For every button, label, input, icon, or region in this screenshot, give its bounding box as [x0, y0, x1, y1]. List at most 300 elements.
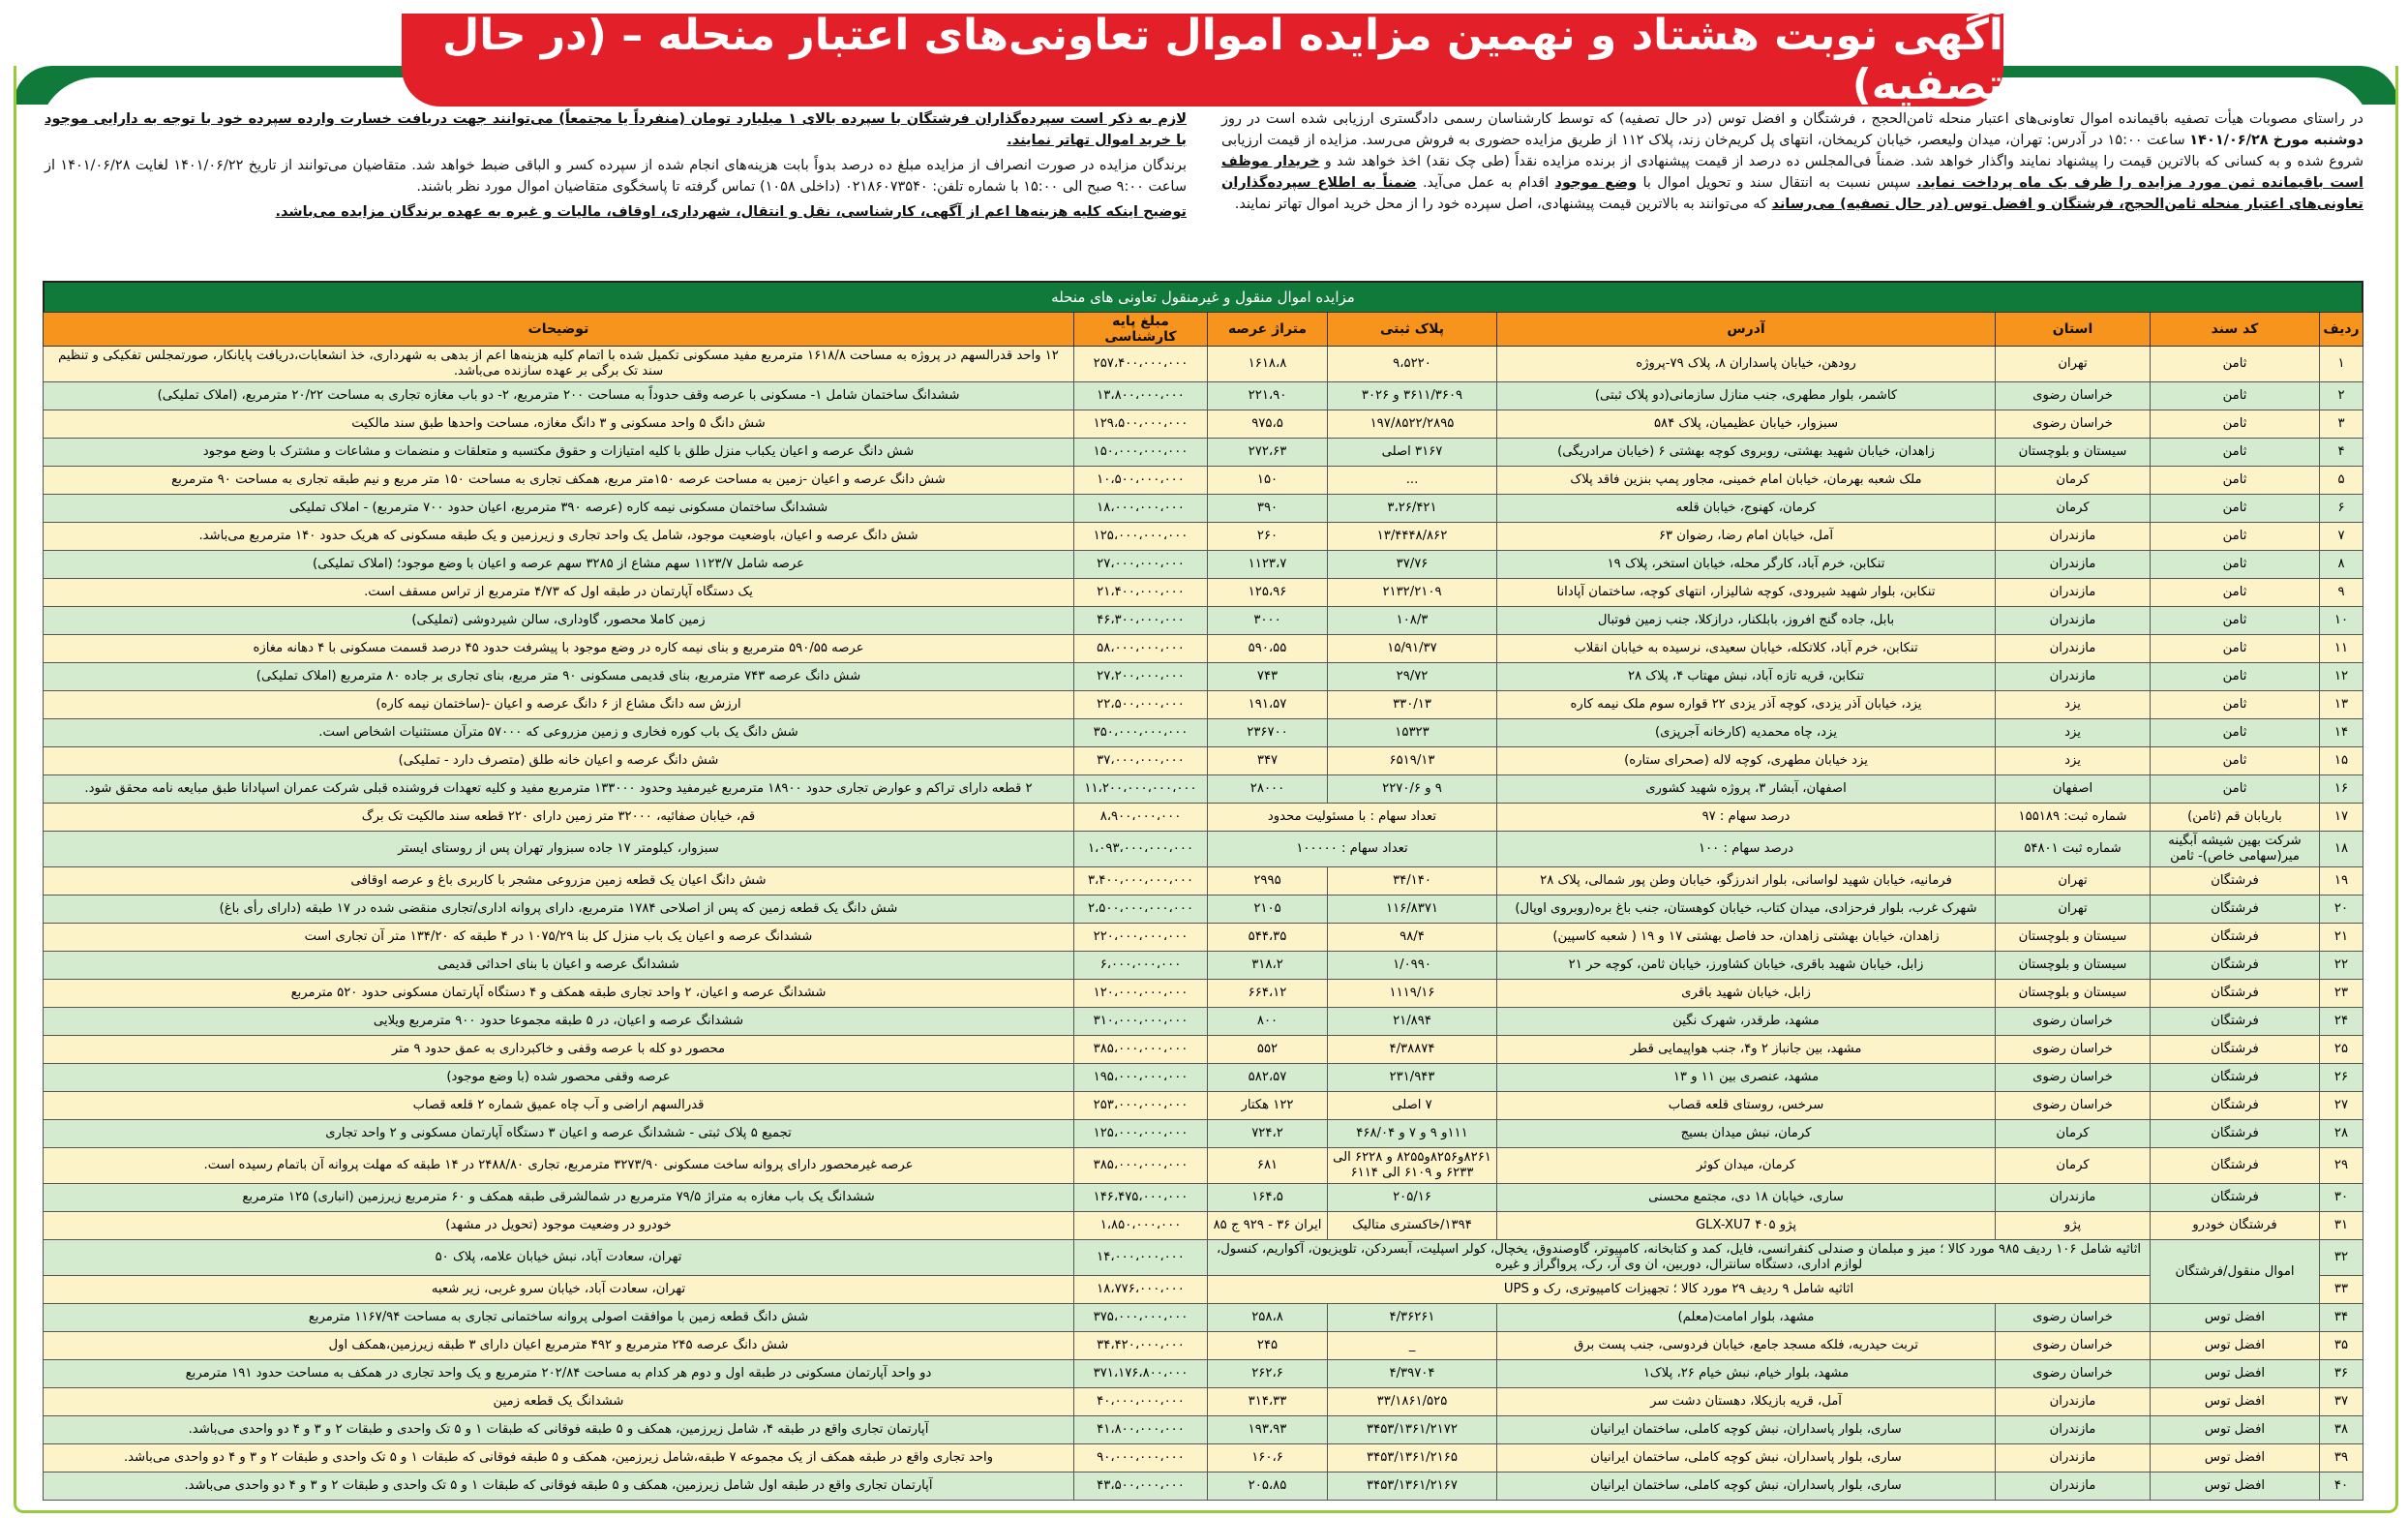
table-row	[44, 467, 2363, 495]
cell-plate: ۲۰۵/۱۶	[1328, 1184, 1497, 1212]
table-row	[44, 663, 2363, 691]
cell-province: مازندران	[1996, 607, 2151, 635]
cell-base-price: ۱۲۰،۰۰۰،۰۰۰،۰۰۰	[1074, 980, 1208, 1008]
cell-row-number: ۲۱	[2320, 924, 2363, 952]
cell-base-price: ۴۶،۳۰۰،۰۰۰،۰۰۰	[1074, 607, 1208, 635]
cell-row-number: ۲۸	[2320, 1120, 2363, 1148]
cell-row-number: ۵	[2320, 467, 2363, 495]
table-row	[44, 579, 2363, 607]
cell-row-number: ۲۳	[2320, 980, 2363, 1008]
cell-description: شش دانگ ۵ واحد مسکونی و ۳ دانگ مغازه، مساحت واحدها طبق سند مالکیت	[44, 410, 1074, 439]
cell-area: ۲۱۰۵	[1208, 896, 1328, 924]
table-row	[44, 1120, 2363, 1148]
cell-address: درصد سهام : ۱۰۰	[1497, 832, 1996, 867]
auction-table	[43, 312, 2363, 1501]
cell-doc-code: ثامن	[2151, 691, 2320, 719]
intro-text: ساعت ۱۵:۰۰ در آدرس: تهران، میدان ولیعصر، خیابان کریمخان، انتهای پل کریم‌خان زند، پلاک ۱۱۲ از طریق مزایده حضوری به فروش می‌رسد. مزایده از قیمت ارزیابی شروع شده و به کسانی که بالاترین قیمت را پیشنهاد نمایند واگذار خواهد شد. ضمناً فی‌المجلس ده درصد از قیمت پیشنهادی از برنده مزایده نقداً (طی چک نقد) اخذ خواهد شد و	[1221, 133, 2363, 169]
table-section-title: مزایده اموال منقول و غیرمنقول تعاونی های منحله	[43, 281, 2363, 312]
intro-right	[1221, 108, 2363, 219]
cell-base-price: ۸،۹۰۰،۰۰۰،۰۰۰	[1074, 804, 1208, 832]
cell-description: شش دانگ اعیان یک قطعه زمین مزروعی مشجر با کاربری باغ و عرصه اوقافی	[44, 867, 1074, 896]
cell-doc-code: اموال منقول/فرشتگان	[2151, 1240, 2320, 1304]
payment-note: خریدار موظف است باقیمانده ثمن مورد مزایده را ظرف یک ماه پرداخت نماید.	[1221, 154, 2363, 191]
auction-date: دوشنبه مورخ ۱۴۰۱/۰۶/۲۸	[2189, 133, 2363, 148]
cell-doc-code: فرشتگان	[2151, 1120, 2320, 1148]
cell-base-price: ۴۰،۰۰۰،۰۰۰،۰۰۰	[1074, 1388, 1208, 1416]
cell-base-price: ۱۱،۲۰۰،۰۰۰،۰۰۰،۰۰۰	[1074, 775, 1208, 804]
cell-plate: ۱۱۶/۸۳۷۱	[1328, 896, 1497, 924]
cell-address: مشهد، بلوار امامت(معلم)	[1497, 1304, 1996, 1332]
table-row	[44, 832, 2363, 867]
cell-row-number: ۳۸	[2320, 1416, 2363, 1444]
cell-address: فرمانیه، خیابان شهید لواسانی، بلوار اندرزگو، خیابان وطن پور شمالی، پلاک ۲۸	[1497, 867, 1996, 896]
cell-description: ششدانگ عرصه و اعیان با بنای احداثی قدیمی	[44, 952, 1074, 980]
cell-description: آپارتمان تجاری واقع در طبقه ۴، شامل زیرزمین، همکف و ۵ طبقه فوقانی که طبقات ۱ و ۵ تک واحدی و طبقات ۲ و ۳ و ۴ دو واحدی می‌باشد.	[44, 1416, 1074, 1444]
cell-description: قدرالسهم اراضی و آب چاه عمیق شماره ۲ قلعه قصاب	[44, 1092, 1074, 1120]
cell-plate: ۱۵۳۲۳	[1328, 719, 1497, 747]
cell-province: خراسان رضوی	[1996, 1332, 2151, 1360]
cell-province: تهران	[1996, 896, 2151, 924]
cell-province: سیستان و بلوچستان	[1996, 980, 2151, 1008]
cell-province: خراسان رضوی	[1996, 410, 2151, 439]
cell-address: کاشمر، بلوار مطهری، جنب منازل سازمانی(دو پلاک ثبتی)	[1497, 382, 1996, 410]
cell-base-price: ۵۸،۰۰۰،۰۰۰،۰۰۰	[1074, 635, 1208, 663]
cell-row-number: ۳۵	[2320, 1332, 2363, 1360]
cell-description: ششدانگ عرصه و اعیان، ۲ واحد تجاری طبقه همکف و ۴ دستگاه آپارتمان مسکونی حدود ۵۲۰ مترمربع	[44, 980, 1074, 1008]
cell-row-number: ۳۴	[2320, 1304, 2363, 1332]
cell-row-number: ۱۴	[2320, 719, 2363, 747]
table-row	[44, 347, 2363, 382]
cell-address: مشهد، بین جانباز ۲ و۴، جنب هواپیمایی قطر	[1497, 1036, 1996, 1064]
cell-base-price: ۱۸،۰۰۰،۰۰۰،۰۰۰	[1074, 495, 1208, 523]
cell-base-price: ۹۰،۰۰۰،۰۰۰،۰۰۰	[1074, 1444, 1208, 1472]
table-body	[44, 347, 2363, 1501]
cell-area: ۱۱۲۳،۷	[1208, 551, 1328, 579]
cell-base-price: ۲۵۷،۴۰۰،۰۰۰،۰۰۰	[1074, 347, 1208, 382]
cell-address: پژو ۴۰۵ GLX-XU7	[1497, 1212, 1996, 1240]
cell-row-number: ۲۷	[2320, 1092, 2363, 1120]
cell-province: کرمان	[1996, 1120, 2151, 1148]
cell-row-number: ۲۵	[2320, 1036, 2363, 1064]
cell-area: ۱۶۰،۶	[1208, 1444, 1328, 1472]
table-row	[44, 439, 2363, 467]
cell-row-number: ۱	[2320, 347, 2363, 382]
table-row	[44, 1148, 2363, 1184]
cell-province: اثاثیه شامل ۱۰۶ ردیف ۹۸۵ مورد کالا ؛ میز و مبلمان و صندلی کنفرانسی، فایل، کمد و کتابخانه، کامپیوتر، گاوصندوق، یخچال، کولر اسپلیت، آبسردکن، تلویزیون، آکواریم، کنسول، لوازم اداری، دستگاه سانترال، دوربین، ان وی آر، رک، پرواگراز و غیره	[1208, 1240, 2151, 1276]
cell-area: ۱۹۳،۹۳	[1208, 1416, 1328, 1444]
cell-doc-code: افضل توس	[2151, 1332, 2320, 1360]
cell-doc-code: ثامن	[2151, 439, 2320, 467]
cell-doc-code: فرشتگان	[2151, 952, 2320, 980]
cell-plate: ۳۳۰/۱۳	[1328, 691, 1497, 719]
cell-doc-code: ثامن	[2151, 523, 2320, 551]
cell-plate: ۳۳/۱۸۶۱/۵۲۵	[1328, 1388, 1497, 1416]
cell-base-price: ۲۱،۴۰۰،۰۰۰،۰۰۰	[1074, 579, 1208, 607]
cell-base-price: ۳۵۰،۰۰۰،۰۰۰،۰۰۰	[1074, 719, 1208, 747]
cell-plate: ۱۳۹۴/خاکستری متالیک	[1328, 1212, 1497, 1240]
table-row	[44, 382, 2363, 410]
header-row-number: ردیف	[2320, 313, 2363, 347]
table-row	[44, 1064, 2363, 1092]
cell-doc-code: فرشتگان	[2151, 924, 2320, 952]
depositor-offset-note: لازم به ذکر است سپرده‌گذاران فرشتگان با سپرده بالای ۱ میلیارد تومان (منفرداً یا مجتمعاً) می‌توانند جهت دریافت خسارت وارده سپرده خود با توجه به دارایی موجود با خرید اموال تهاتر نمایند.	[45, 111, 1187, 148]
table-row	[44, 1472, 2363, 1501]
cell-description: تهران، سعادت آباد، خیابان سرو غربی، زیر شعبه	[44, 1276, 1074, 1304]
cell-address: رودهن، خیابان پاسداران ۸، پلاک ۷۹-پروژه	[1497, 347, 1996, 382]
cell-base-price: ۲۷،۲۰۰،۰۰۰،۰۰۰	[1074, 663, 1208, 691]
header-area: متراژ عرصه	[1208, 313, 1328, 347]
cell-address: زاهدان، خیابان بهشتی زاهدان، حد فاصل بهشتی ۱۷ و ۱۹ ( شعبه کاسپین)	[1497, 924, 1996, 952]
cell-row-number: ۳۱	[2320, 1212, 2363, 1240]
cell-row-number: ۱۷	[2320, 804, 2363, 832]
cell-doc-code: افضل توس	[2151, 1444, 2320, 1472]
cell-area: ۳۱۸،۲	[1208, 952, 1328, 980]
table-row	[44, 775, 2363, 804]
cell-plate: ۷ اصلی	[1328, 1092, 1497, 1120]
page-title: آگهی نوبت هشتاد و نهمین مزایده اموال تعاونی‌های اعتبار منحله – (در حال تصفیه)	[442, 11, 2003, 109]
cell-province: خراسان رضوی	[1996, 1064, 2151, 1092]
cell-row-number: ۱۵	[2320, 747, 2363, 775]
cell-description: محصور دو کله با عرصه وقفی و خاکبرداری به عمق حدود ۹ متر	[44, 1036, 1074, 1064]
cell-row-number: ۳۲	[2320, 1240, 2363, 1276]
cell-province: یزد	[1996, 691, 2151, 719]
cell-address: تنکابن، خرم آباد، کلاتکله، خیابان سعیدی، نرسیده به خیابان انقلاب	[1497, 635, 1996, 663]
cell-doc-code: ثامن	[2151, 551, 2320, 579]
cell-row-number: ۴۰	[2320, 1472, 2363, 1501]
cell-base-price: ۳،۴۰۰،۰۰۰،۰۰۰،۰۰۰	[1074, 867, 1208, 896]
cell-address: ساری، بلوار پاسداران، نبش کوچه کاملی، ساختمان ایرانیان	[1497, 1472, 1996, 1501]
table-row	[44, 924, 2363, 952]
cell-province: سیستان و بلوچستان	[1996, 439, 2151, 467]
cell-province: کرمان	[1996, 467, 2151, 495]
cell-area: ۳۴۷	[1208, 747, 1328, 775]
cell-area: ۲۳۶۷۰۰	[1208, 719, 1328, 747]
cell-description: شش دانگ قطعه زمین با موافقت اصولی پروانه ساختمانی تجاری به مساحت ۱۱۶۷/۹۴ مترمربع	[44, 1304, 1074, 1332]
cell-address: ساری، خیابان ۱۸ دی، مجتمع محسنی	[1497, 1184, 1996, 1212]
cell-doc-code: باریابان قم (ثامن)	[2151, 804, 2320, 832]
cell-base-price: ۳۴،۴۲۰،۰۰۰،۰۰۰	[1074, 1332, 1208, 1360]
cell-description: شش دانگ عرصه و اعیان یکباب منزل طلق با کلیه امتیازات و حقوق مکتسبه و متعلقات و منضمات و مشاعات و مشترک با وضع موجود	[44, 439, 1074, 467]
depositors-note: ضمناً به اطلاع سپرده‌گذاران تعاونی‌های اعتبار منحله ثامن‌الحجج، فرشتگان و افضل توس (در حال تصفیه) می‌رساند	[1221, 175, 2363, 212]
table-row	[44, 804, 2363, 832]
cell-description: ششدانگ ساختمان مسکونی نیمه کاره (عرصه ۳۹۰ مترمربع، اعیان حدود ۷۰۰ مترمربع) - املاک تملیکی	[44, 495, 1074, 523]
table-row	[44, 1444, 2363, 1472]
cell-base-price: ۳۷۵،۰۰۰،۰۰۰،۰۰۰	[1074, 1304, 1208, 1332]
cell-plate: ۳۴۵۳/۱۳۶۱/۲۱۷۲	[1328, 1416, 1497, 1444]
cell-plate: ۹ و ۲۲۷۰/۶	[1328, 775, 1497, 804]
table-header-row	[44, 313, 2363, 347]
condition-note: وضع موجود	[1554, 175, 1638, 191]
cell-description: ششدانگ عرصه و اعیان یک باب منزل کل بنا ۱۰۷۵/۲۹ در ۴ طبقه که ۱۳۴/۲۰ متر آن تجاری است	[44, 924, 1074, 952]
cell-description: خودرو در وضعیت موجود (تحویل در مشهد)	[44, 1212, 1074, 1240]
cell-plate: ۱۱۱و ۹ و ۷ و ۴۶۸/۰۴	[1328, 1120, 1497, 1148]
cell-description: عرصه غیرمحصور دارای پروانه ساخت مسکونی ۳۲۷۳/۹۰ مترمربع، تجاری ۲۴۸۸/۸۰ در ۱۴ طبقه که مهلت پروانه آن باتمام رسیده است.	[44, 1148, 1074, 1184]
cell-doc-code: فرشتگان	[2151, 1148, 2320, 1184]
header-base-price: مبلغ پایه کارشناسی	[1074, 313, 1208, 347]
cell-doc-code: ثامن	[2151, 663, 2320, 691]
cell-province: یزد	[1996, 747, 2151, 775]
cell-area: ۲۶۲،۶	[1208, 1360, 1328, 1388]
table-row	[44, 410, 2363, 439]
cell-row-number: ۲۹	[2320, 1148, 2363, 1184]
cell-province: مازندران	[1996, 663, 2151, 691]
cell-description: شش دانگ عرصه ۷۴۳ مترمربع، بنای قدیمی مسکونی ۹۰ متر مربع، بنای تجاری بر جاده ۸۰ مترمربع (املاک تملیکی)	[44, 663, 1074, 691]
cell-area: ۳۰۰۰	[1208, 607, 1328, 635]
cell-base-price: ۱۳،۸۰۰،۰۰۰،۰۰۰	[1074, 382, 1208, 410]
cell-address: کرمان، میدان کوثر	[1497, 1148, 1996, 1184]
cell-base-price: ۱،۸۵۰،۰۰۰،۰۰۰	[1074, 1212, 1208, 1240]
cell-area: ۵۹۰،۵۵	[1208, 635, 1328, 663]
cell-area: ۲۷۲،۶۳	[1208, 439, 1328, 467]
cell-address: زاهدان، خیابان شهید بهشتی، روبروی کوچه بهشتی ۶ (خیابان مرادریگی)	[1497, 439, 1996, 467]
cell-doc-code: فرشتگان خودرو	[2151, 1212, 2320, 1240]
cell-area: ۲۰۵،۸۵	[1208, 1472, 1328, 1501]
cell-address: شهرک غرب، بلوار فرحزادی، میدان کتاب، خیابان کوهستان، جنب باغ بره(روبروی اوپال)	[1497, 896, 1996, 924]
cell-base-price: ۲،۵۰۰،۰۰۰،۰۰۰،۰۰۰	[1074, 896, 1208, 924]
cell-row-number: ۷	[2320, 523, 2363, 551]
table-row	[44, 1240, 2363, 1276]
cell-row-number: ۴	[2320, 439, 2363, 467]
cell-doc-code: افضل توس	[2151, 1304, 2320, 1332]
cell-province: خراسان رضوی	[1996, 1304, 2151, 1332]
table-row	[44, 719, 2363, 747]
cell-plate: ۲۹/۷۲	[1328, 663, 1497, 691]
cell-row-number: ۱۲	[2320, 663, 2363, 691]
cell-plate: _	[1328, 1332, 1497, 1360]
cell-description: شش دانگ یک باب کوره فخاری و زمین مزروعی که ۵۷۰۰۰ مترآن مستثنیات اشخاص است.	[44, 719, 1074, 747]
title-banner	[402, 11, 2003, 109]
cell-province: شماره ثبت ۵۴۸۰۱	[1996, 832, 2151, 867]
cell-description: شش دانگ یک قطعه زمین که پس از اصلاحی ۱۷۸۴ مترمربع، دارای پروانه اداری/تجاری منقضی شده در ۱۷ طبقه (دارای رأی باغ)	[44, 896, 1074, 924]
cell-area: ۱۶۴،۵	[1208, 1184, 1328, 1212]
cell-row-number: ۳۳	[2320, 1276, 2363, 1304]
cell-address: درصد سهام : ۹۷	[1497, 804, 1996, 832]
cell-doc-code: ثامن	[2151, 747, 2320, 775]
cell-base-price: ۳۷۱،۱۷۶،۸۰۰،۰۰۰	[1074, 1360, 1208, 1388]
cell-plate: ۱/۰۹۹۰	[1328, 952, 1497, 980]
cell-base-price: ۲۲۰،۰۰۰،۰۰۰،۰۰۰	[1074, 924, 1208, 952]
cell-doc-code: ثامن	[2151, 495, 2320, 523]
cell-address: تنکابن، خرم آباد، کارگر محله، خیابان استخر، پلاک ۱۹	[1497, 551, 1996, 579]
cell-area: ۶۶۴،۱۲	[1208, 980, 1328, 1008]
cell-plate: ۸۲۶۱و۸۲۵۶و۸۲۵۵ و ۶۲۲۸ الی ۶۲۳۳ و ۶۱۰۹ الی ۶۱۱۴	[1328, 1148, 1497, 1184]
cell-base-price: ۱۵۰،۰۰۰،۰۰۰،۰۰۰	[1074, 439, 1208, 467]
cell-base-price: ۱۴۶،۴۷۵،۰۰۰،۰۰۰	[1074, 1184, 1208, 1212]
table-row	[44, 607, 2363, 635]
cell-plate: ...	[1328, 467, 1497, 495]
cell-address: سرخس، روستای قلعه قصاب	[1497, 1092, 1996, 1120]
cell-plate: ۳۱۶۷ اصلی	[1328, 439, 1497, 467]
cell-doc-code: ثامن	[2151, 579, 2320, 607]
table-row	[44, 1184, 2363, 1212]
cell-address: ملک شعبه بهرمان، خیابان امام خمینی، مجاور پمپ بنزین فاقد پلاک	[1497, 467, 1996, 495]
cell-description: ۱۲ واحد قدرالسهم در پروژه به مساحت ۱۶۱۸/۸ مترمربع مفید مسکونی تکمیل شده با اتمام کلیه هزینه‌ها اعم از بدهی به شهرداری، خذ انشعابات،دریافت پایانکار، صورتمجلس تفکیکی و تنظیم سند تک برگی بر عهده سازنده می‌باشد.	[44, 347, 1074, 382]
cell-doc-code: ثامن	[2151, 719, 2320, 747]
cell-row-number: ۳۰	[2320, 1184, 2363, 1212]
cell-description: ششدانگ ساختمان شامل ۱- مسکونی با عرصه وقف حدوداً به مساحت ۲۰۰ مترمربع، ۲- دو باب مغازه تجاری به مساحت ۲۰/۲۲ مترمربع، (املاک تملیکی)	[44, 382, 1074, 410]
cell-province: مازندران	[1996, 551, 2151, 579]
cell-plate: ۱۵/۹۱/۳۷	[1328, 635, 1497, 663]
cell-plate: ۴/۳۸۸۷۴	[1328, 1036, 1497, 1064]
cell-province: مازندران	[1996, 1388, 2151, 1416]
cell-plate: ۲۳۱/۹۴۳	[1328, 1064, 1497, 1092]
intro-left	[45, 108, 1187, 227]
cell-province: مازندران	[1996, 1444, 2151, 1472]
table-row	[44, 635, 2363, 663]
cell-description: واحد تجاری واقع در طبقه همکف از یک مجموعه ۷ طبقه،شامل زیرزمین، همکف و ۵ طبقه فوقانی که طبقات ۱ و ۵ تک واحدی و طبقات ۲ و ۳ و ۴ دو واحدی می‌باشد.	[44, 1444, 1074, 1472]
cell-base-price: ۱۰،۵۰۰،۰۰۰،۰۰۰	[1074, 467, 1208, 495]
table-row	[44, 691, 2363, 719]
cell-description: تجمیع ۵ پلاک ثبتی - ششدانگ عرصه و اعیان ۳ دستگاه آپارتمان مسکونی و ۲ واحد تجاری	[44, 1120, 1074, 1148]
cell-address: یزد، چاه محمدیه (کارخانه آجرپزی)	[1497, 719, 1996, 747]
cell-base-price: ۳۸۵،۰۰۰،۰۰۰،۰۰۰	[1074, 1036, 1208, 1064]
cell-doc-code: ثامن	[2151, 635, 2320, 663]
cell-plate: ۳۴/۱۴۰	[1328, 867, 1497, 896]
table-row	[44, 551, 2363, 579]
cell-address: زابل، خیابان شهید باقری، خیابان کشاورز، خیابان ثامن، کوچه حر ۲۱	[1497, 952, 1996, 980]
table-row	[44, 1360, 2363, 1388]
cell-base-price: ۳۷،۰۰۰،۰۰۰،۰۰۰	[1074, 747, 1208, 775]
table-row	[44, 952, 2363, 980]
cell-description: ارزش سه دانگ مشاع از ۶ دانگ عرصه و اعیان -(ساختمان نیمه کاره)	[44, 691, 1074, 719]
cell-description: ششدانگ یک باب مغازه به متراژ ۷۹/۵ مترمربع در شمالشرقی طبقه همکف و ۶۰ مترمربع زیرزمین (انباری) ۱۲۵ مترمربع	[44, 1184, 1074, 1212]
cell-address: تنکابن، بلوار شهید شیرودی، کوچه شالیزار، انتهای کوچه، ساختمان آپادانا	[1497, 579, 1996, 607]
header-address: آدرس	[1497, 313, 1996, 347]
cell-plate: ۴/۳۶۲۶۱	[1328, 1304, 1497, 1332]
cell-province: یزد	[1996, 719, 2151, 747]
cell-row-number: ۸	[2320, 551, 2363, 579]
cell-province: تهران	[1996, 867, 2151, 896]
cell-address: سبزوار، خیابان عظیمیان، پلاک ۵۸۴	[1497, 410, 1996, 439]
cell-area: ۵۴۴،۳۵	[1208, 924, 1328, 952]
cell-base-price: ۱۲۵،۰۰۰،۰۰۰،۰۰۰	[1074, 1120, 1208, 1148]
cell-province: مازندران	[1996, 1416, 2151, 1444]
cell-plate: ۱۹۷/۸۵۲۲/۲۸۹۵	[1328, 410, 1497, 439]
cell-base-price: ۲۷،۰۰۰،۰۰۰،۰۰۰	[1074, 551, 1208, 579]
header-doc-code: کد سند	[2151, 313, 2320, 347]
cell-area: ۶۸۱	[1208, 1148, 1328, 1184]
table-row	[44, 1092, 2363, 1120]
cell-plate: ۲۱/۸۹۴	[1328, 1008, 1497, 1036]
cell-address: یزد، خیابان آذر یزدی، کوچه آذر یزدی ۲۲ قواره سوم ملک نیمه کاره	[1497, 691, 1996, 719]
cell-row-number: ۲۶	[2320, 1064, 2363, 1092]
cell-doc-code: ثامن	[2151, 410, 2320, 439]
cell-address: یزد خیابان مطهری، کوچه لاله (صحرای ستاره)	[1497, 747, 1996, 775]
cell-address: آمل، قریه بازیکلا، دهستان دشت سر	[1497, 1388, 1996, 1416]
cell-row-number: ۲۰	[2320, 896, 2363, 924]
table-row	[44, 1036, 2363, 1064]
cell-address: تنکابن، قریه تازه آباد، نبش مهتاب ۴، پلاک ۲۸	[1497, 663, 1996, 691]
cell-area: ۲۴۵	[1208, 1332, 1328, 1360]
table-row	[44, 867, 2363, 896]
cell-plate: ۳۷/۷۶	[1328, 551, 1497, 579]
cell-row-number: ۱۱	[2320, 635, 2363, 663]
cell-area: ۲۹۹۵	[1208, 867, 1328, 896]
cell-base-price: ۳۸۵،۰۰۰،۰۰۰،۰۰۰	[1074, 1148, 1208, 1184]
table-row	[44, 1388, 2363, 1416]
cell-row-number: ۲۲	[2320, 952, 2363, 980]
cell-base-price: ۱۸،۷۷۶،۰۰۰،۰۰۰	[1074, 1276, 1208, 1304]
cell-province: خراسان رضوی	[1996, 382, 2151, 410]
header-description: توضیحات	[44, 313, 1074, 347]
cell-province: شماره ثبت: ۱۵۵۱۸۹	[1996, 804, 2151, 832]
table-row	[44, 1332, 2363, 1360]
intro-right-paragraph	[1221, 108, 2363, 215]
cell-row-number: ۳۶	[2320, 1360, 2363, 1388]
cell-area: ۲۵۸،۸	[1208, 1304, 1328, 1332]
cell-description: دو واحد آپارتمان مسکونی در طبقه اول و دوم هر کدام به مساحت ۲۰۲/۸۴ مترمربع و یک واحد تجاری در همکف به مساحت حدود ۱۹۱ مترمربع	[44, 1360, 1074, 1388]
cell-area: ۸۰۰	[1208, 1008, 1328, 1036]
cell-area: ۳۱۴،۳۳	[1208, 1388, 1328, 1416]
table-row	[44, 1212, 2363, 1240]
cell-doc-code: فرشتگان	[2151, 1064, 2320, 1092]
cell-plate: ۱۳/۴۴۴۸/۸۶۲	[1328, 523, 1497, 551]
cell-area: ۱۹۱،۵۷	[1208, 691, 1328, 719]
cell-address: مشهد، طرقدر، شهرک نگین	[1497, 1008, 1996, 1036]
cell-description: شش دانگ عرصه و اعیان خانه طلق (متصرف دارد - تملیکی)	[44, 747, 1074, 775]
cell-address: کرمان، کهنوج، خیابان قلعه	[1497, 495, 1996, 523]
cell-address: تربت حیدریه، فلکه مسجد جامع، خیابان فردوسی، جنب پست برق	[1497, 1332, 1996, 1360]
cell-plate: ۳۶۱۱/۳۶۰۹ و ۳۰۲۶	[1328, 382, 1497, 410]
cell-doc-code: فرشتگان	[2151, 980, 2320, 1008]
table-row	[44, 896, 2363, 924]
cell-province: مازندران	[1996, 635, 2151, 663]
cell-doc-code: ثامن	[2151, 347, 2320, 382]
cell-province: مازندران	[1996, 1184, 2151, 1212]
cell-description: تهران، سعادت آباد، نبش خیابان علامه، پلاک ۵۰	[44, 1240, 1074, 1276]
cell-base-price: ۱۴،۰۰۰،۰۰۰،۰۰۰	[1074, 1240, 1208, 1276]
cell-description: ششدانگ یک قطعه زمین	[44, 1388, 1074, 1416]
cell-doc-code: فرشتگان	[2151, 1008, 2320, 1036]
withdrawal-contact-note: برندگان مزایده در صورت انصراف از مزایده مبلغ ده درصد بدواً بابت هزینه‌های انجام شده از سپرده کسر و الباقی ضبط خواهد شد. متقاضیان می‌توانند از تاریخ ۱۴۰۱/۰۶/۲۲ لغایت ۱۴۰۱/۰۶/۲۸ از ساعت ۹:۰۰ صبح الی ۱۵:۰۰ با شماره تلفن: ۰۲۱۸۶۰۷۳۵۴۰ (داخلی ۱۰۵۸) تماس گرفته تا پاسخگوی متقاضیان اموال مورد نظر باشند.	[45, 158, 1188, 195]
cell-doc-code: ثامن	[2151, 467, 2320, 495]
cell-province: تهران	[1996, 347, 2151, 382]
cell-plate: ۳۴۵۳/۱۳۶۱/۲۱۶۵	[1328, 1444, 1497, 1472]
cell-description: عرصه ۵۹۰/۵۵ مترمربع و بنای نیمه کاره در وضع موجود با پیشرفت حدود ۴۵ درصد قسمت مسکونی با ۴ دهانه مغازه	[44, 635, 1074, 663]
cell-area: ۲۸۰۰۰	[1208, 775, 1328, 804]
cell-area: ۲۲۱،۹۰	[1208, 382, 1328, 410]
cell-province: اصفهان	[1996, 775, 2151, 804]
cell-province: کرمان	[1996, 495, 2151, 523]
cell-doc-code: ثامن	[2151, 382, 2320, 410]
cell-base-price: ۴۱،۸۰۰،۰۰۰،۰۰۰	[1074, 1416, 1208, 1444]
table-row	[44, 1416, 2363, 1444]
cell-row-number: ۳۷	[2320, 1388, 2363, 1416]
cell-description: ۲ قطعه دارای تراکم و عوارض تجاری حدود ۱۸۹۰۰ مترمربع غیرمفید وحدود ۱۳۳۰۰۰ مترمربع مفید و کلیه تعهدات فروشنده قبلی شرکت عمران اسپادانا طبق مبایعه نامه محقق شود.	[44, 775, 1074, 804]
cell-address: مشهد، عنصری بین ۱۱ و ۱۳	[1497, 1064, 1996, 1092]
cell-description: آپارتمان تجاری واقع در طبقه اول شامل زیرزمین، همکف و ۵ طبقه فوقانی که طبقات ۱ و ۵ تک واحدی و طبقات ۲ و ۳ و ۴ دو واحدی می‌باشد.	[44, 1472, 1074, 1501]
intro-text: اقدام به عمل می‌آید.	[1422, 175, 1550, 191]
cell-doc-code: شرکت بهین شیشه آبگینه میر(سهامی خاص)- ثامن	[2151, 832, 2320, 867]
cell-plate: ۳،۲۶/۴۲۱	[1328, 495, 1497, 523]
cell-doc-code: فرشتگان	[2151, 1184, 2320, 1212]
auction-table-wrap	[43, 281, 2363, 1501]
cell-base-price: ۳۱۰،۰۰۰،۰۰۰،۰۰۰	[1074, 1008, 1208, 1036]
intro-text: سپس نسبت به انتقال سند و تحویل اموال با	[1642, 175, 1911, 191]
cell-address: ساری، بلوار پاسداران، نبش کوچه کاملی، ساختمان ایرانیان	[1497, 1416, 1996, 1444]
cell-address: اصفهان، آبشار ۳، پروژه شهید کشوری	[1497, 775, 1996, 804]
cell-description: سبزوار، کیلومتر ۱۷ جاده سبزوار تهران پس از روستای ایستر	[44, 832, 1074, 867]
cell-plate: ۴/۳۹۷۰۴	[1328, 1360, 1497, 1388]
cell-doc-code: ثامن	[2151, 607, 2320, 635]
cell-address: بابل، جاده گنج افروز، بابلکنار، درازکلا، جنب زمین فوتبال	[1497, 607, 1996, 635]
cell-address: کرمان، نبش میدان بسیج	[1497, 1120, 1996, 1148]
cell-base-price: ۲۲،۵۰۰،۰۰۰،۰۰۰	[1074, 691, 1208, 719]
cell-plate: ۹،۵۲۲۰	[1328, 347, 1497, 382]
cell-area: ۵۸۲،۵۷	[1208, 1064, 1328, 1092]
cell-row-number: ۳۹	[2320, 1444, 2363, 1472]
cell-province: خراسان رضوی	[1996, 1008, 2151, 1036]
